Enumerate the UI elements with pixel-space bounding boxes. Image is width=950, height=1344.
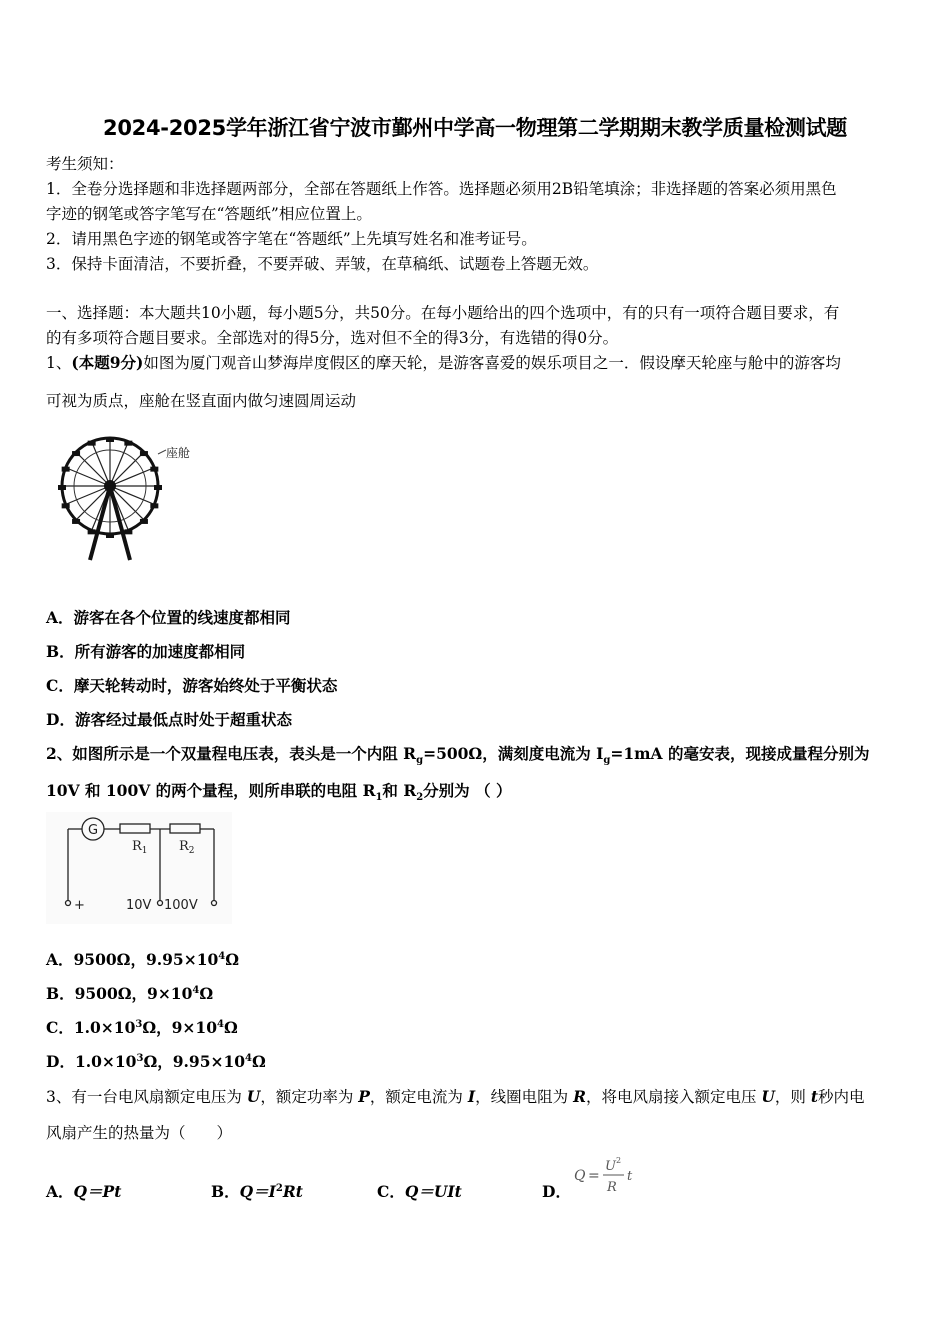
option-a: A．游客在各个位置的线速度都相同 [46, 608, 291, 627]
cabin [72, 451, 80, 456]
svg-text:2: 2 [616, 1156, 622, 1165]
svg-text:=: = [588, 1168, 600, 1184]
question-text: 如图为厦门观音山梦海岸度假区的摩天轮，是游客喜爱的娱乐项目之一．假设摩天轮座与舱中的游客均 [143, 354, 841, 372]
cabin [62, 467, 70, 472]
terminal-10v-label: 10V [126, 898, 152, 913]
r1-label: $R_1$ [132, 839, 148, 856]
option-c: C．Q＝UIt [377, 1182, 462, 1201]
cabin-label: 座舱 [166, 446, 191, 460]
notice-item: 2．请用黑色字迹的钢笔或答字笔在“答题纸”上先填写姓名和准考证号。 [46, 230, 537, 248]
question-2-stem: 2、如图所示是一个双量程电压表，表头是一个内阻 $R_g=500\Omega$，满刻度电流为 $I_g=1mA$ 的毫安表，现接成量程分别为 [46, 744, 870, 767]
notice-item: 字迹的钢笔或答字笔写在“答题纸”相应位置上。 [46, 205, 372, 223]
svg-text:Q: Q [574, 1168, 586, 1184]
svg-text:t: t [627, 1169, 633, 1184]
question-number: 1、 [46, 354, 72, 372]
notice-heading: 考生须知： [46, 155, 124, 173]
question-1-stem-cont: 可视为质点，座舱在竖直面内做匀速圆周运动 [46, 392, 357, 410]
question-3-stem-cont: 风扇产生的热量为（ ） [46, 1124, 233, 1142]
notice-item: 1．全卷分选择题和非选择题两部分，全部在答题纸上作答。选择题必须用2B铅笔填涂；非选择题的答案必须用黑色 [46, 180, 837, 198]
plus-terminal-label: + [74, 898, 85, 913]
option-c: C．摩天轮转动时，游客始终处于平衡状态 [46, 676, 338, 695]
ferris-wheel-figure [48, 420, 208, 562]
svg-text:U: U [605, 1159, 616, 1174]
cabin [140, 519, 148, 524]
cabin [88, 529, 96, 534]
section-intro: 一、选择题：本大题共10小题，每小题5分，共50分。在每小题给出的四个选项中，有的只有一项符合题目要求，有 [46, 304, 840, 322]
option-d: D．游客经过最低点时处于超重状态 [46, 710, 292, 729]
option-c: C．$1.0\times 10^3\Omega$，$9\times 10^4\Omega$ [46, 1018, 238, 1037]
section-intro: 的有多项符合题目要求。全部选对的得5分，选对但不全的得3分，有选错的得0分。 [46, 329, 619, 347]
svg-text:R: R [607, 1180, 617, 1195]
circuit-diagram [46, 812, 232, 924]
option-a: A．9500Ω，$9.95\times 10^4\Omega$ [46, 950, 240, 969]
cabin [106, 533, 114, 538]
question-tag: (本题9分) [71, 353, 144, 372]
cabin [72, 519, 80, 524]
cabin [88, 441, 96, 446]
option-b: B．所有游客的加速度都相同 [46, 642, 246, 661]
cabin [62, 503, 70, 508]
cabin [124, 441, 132, 446]
cabin [150, 503, 158, 508]
page-title: 2024-2025学年浙江省宁波市鄞州中学高一物理第二学期期末教学质量检测试题 [103, 116, 847, 140]
option-b: B．9500Ω，$9\times 10^4\Omega$ [46, 984, 214, 1003]
formula-q-u2-over-r-t [572, 1154, 642, 1200]
cabin [154, 485, 162, 490]
cabin [124, 529, 132, 534]
notice-item: 3．保持卡面清洁，不要折叠，不要弄破、弄皱，在草稿纸、试题卷上答题无效。 [46, 255, 599, 273]
cabin [140, 451, 148, 456]
cabin [58, 485, 66, 490]
question-2-stem-cont: 10V 和 100V 的两个量程，则所串联的电阻 $R_1$和 $R_2$分别为 （ ） [46, 781, 512, 804]
question-1-stem [46, 351, 841, 373]
ferris-wheel-drawing [48, 420, 208, 562]
option-a: A．Q＝Pt [46, 1182, 122, 1201]
r2-label: $R_2$ [179, 839, 195, 856]
option-d: D．$1.0\times 10^3\Omega$，$9.95\times 10^4\Omega$ [46, 1052, 266, 1071]
question-3-stem: 3、有一台电风扇额定电压为 U，额定功率为 P，额定电流为 I，线圈电阻为 R，将电风扇接入额定电压 U，则 t秒内电 [46, 1087, 865, 1106]
galvanometer-label: G [88, 823, 99, 838]
option-d: D． [542, 1182, 571, 1201]
terminal-100v-label: 100V [164, 898, 198, 913]
cabin [106, 437, 114, 442]
cabin [150, 467, 158, 472]
circuit-figure [46, 812, 232, 924]
option-b: B．$Q=I^2Rt$ [211, 1182, 303, 1201]
